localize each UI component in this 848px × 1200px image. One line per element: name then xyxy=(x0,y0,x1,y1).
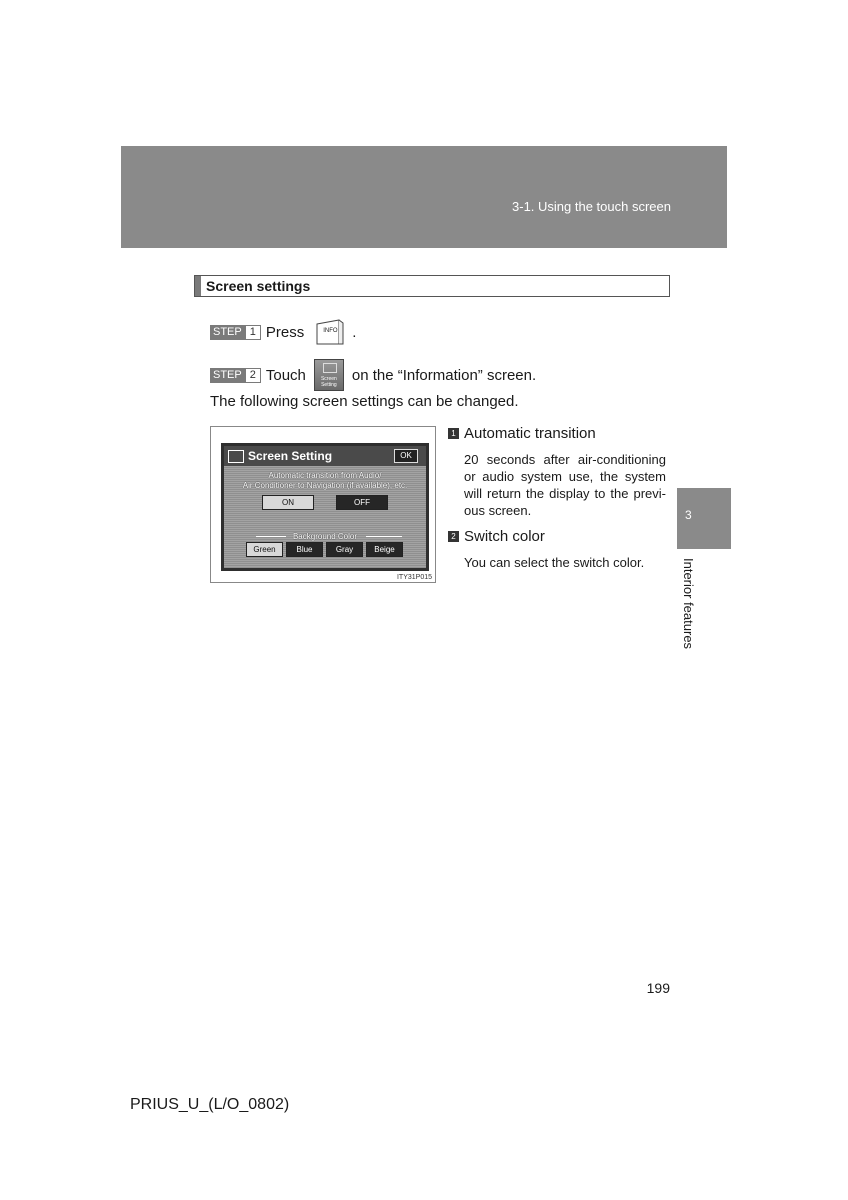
transition-description xyxy=(224,471,426,491)
background-color-label: Background Color xyxy=(292,532,358,541)
on-button[interactable]: ON xyxy=(262,495,314,510)
screen-setting-label-2: Setting xyxy=(321,382,337,388)
color-button-beige[interactable]: Beige xyxy=(366,542,403,557)
step-number: 1 xyxy=(245,325,261,340)
settings-screen-icon xyxy=(228,450,244,463)
step-1-after: . xyxy=(352,323,357,341)
screen-setting-panel xyxy=(224,446,426,568)
header-band xyxy=(121,146,727,248)
description-line-1: Automatic transition from Audio/ xyxy=(268,471,382,480)
info-button-label: INFO xyxy=(323,328,338,334)
color-button-blue[interactable]: Blue xyxy=(286,542,323,557)
intro-text: The following screen settings can be changed. xyxy=(210,393,519,410)
step-number: 2 xyxy=(245,368,261,383)
heading-accent-bar xyxy=(195,276,201,296)
screen-setting-label-1: Screen xyxy=(320,376,337,382)
header-section-title: 3-1. Using the touch screen xyxy=(512,199,671,214)
item-1-body: 20 seconds after air-conditioning or audio system use, the system will return the display to the previ-ous screen. xyxy=(464,452,666,518)
screen-setting-button-icon xyxy=(314,359,344,391)
section-heading xyxy=(194,275,670,297)
section-heading-text: Screen settings xyxy=(206,278,311,294)
step-2-badge xyxy=(210,368,261,383)
description-line-2: Air Conditioner to Navigation (if available), etc. xyxy=(242,481,408,490)
step-2 xyxy=(210,359,536,391)
item-number-badge: 2 xyxy=(448,531,459,542)
step-1 xyxy=(210,318,356,346)
screen-figure xyxy=(210,426,436,583)
step-2-text: Touch xyxy=(265,366,306,384)
ok-button[interactable]: OK xyxy=(394,449,418,463)
item-2-title: Switch color xyxy=(464,528,545,545)
item-1-title: Automatic transition xyxy=(464,425,596,442)
step-2-after: on the “Information” screen. xyxy=(351,366,537,384)
color-button-gray[interactable]: Gray xyxy=(326,542,363,557)
figure-code: ITY31P015 xyxy=(396,574,432,581)
info-button-icon xyxy=(314,318,346,346)
step-word: STEP xyxy=(210,325,245,340)
footer-code: PRIUS_U_(L/O_0802) xyxy=(130,1096,290,1113)
step-word: STEP xyxy=(210,368,245,383)
screen-title-bar xyxy=(224,446,426,466)
page-number: 199 xyxy=(646,980,670,996)
off-button[interactable]: OFF xyxy=(336,495,388,510)
item-1-heading xyxy=(448,425,596,442)
step-1-text: Press xyxy=(265,323,305,341)
step-1-badge xyxy=(210,325,261,340)
color-button-green[interactable]: Green xyxy=(246,542,283,557)
chapter-number: 3 xyxy=(685,508,692,522)
chapter-tab xyxy=(677,488,731,549)
chapter-label: Interior features xyxy=(681,558,696,650)
item-2-body: You can select the switch color. xyxy=(464,555,645,570)
item-number-badge: 1 xyxy=(448,428,459,439)
item-2-heading xyxy=(448,528,545,545)
screen-glyph-icon xyxy=(323,363,337,373)
screen-title: Screen Setting xyxy=(248,449,333,463)
screen-display xyxy=(221,443,429,571)
